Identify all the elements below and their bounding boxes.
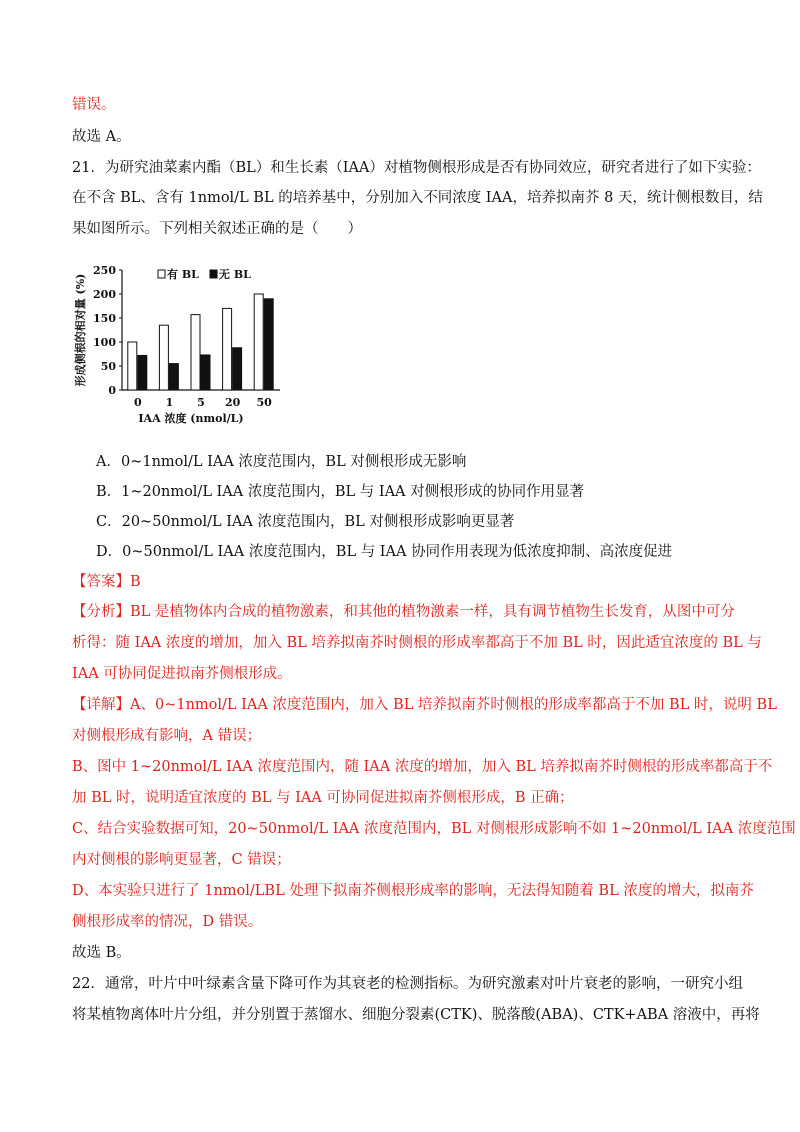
- bar-chart: [70, 258, 290, 438]
- question-21-line-2: 在不含 BL、含有 1nmol/L BL 的培养基中，分别加入不同浓度 IAA，培养拟南芥 8 天，统计侧根数目，结: [72, 190, 763, 206]
- detail-line-4: 加 BL 时，说明适宜浓度的 BL 与 IAA 可协同促进拟南芥侧根形成，B 正确；: [72, 790, 574, 806]
- y-tick-label: 250: [93, 264, 116, 277]
- legend-swatch-without-bl: [210, 270, 217, 278]
- y-tick-label: 200: [93, 288, 116, 301]
- y-tick-label: 50: [100, 360, 116, 373]
- bar-without-bl: [264, 299, 273, 390]
- detail-line-5: C、结合实验数据可知，20~50nmol/L IAA 浓度范围内，BL 对侧根形成影响不如 1~20nmol/L IAA 浓度范围: [72, 821, 796, 837]
- bar-with-bl: [128, 342, 137, 390]
- detail-line-6: 内对侧根的影响更显著，C 错误；: [72, 852, 291, 868]
- bar-without-bl: [169, 364, 178, 390]
- legend-label-without-bl: 无 BL: [219, 268, 251, 281]
- option-c: C．20~50nmol/L IAA 浓度范围内，BL 对侧根形成影响更显著: [96, 514, 515, 530]
- y-tick-label: 100: [93, 336, 116, 349]
- bar-without-bl: [138, 355, 147, 390]
- answer-line: 【答案】B: [72, 574, 141, 590]
- bar-with-bl: [223, 308, 232, 390]
- bar-with-bl: [254, 294, 263, 390]
- detail-line-1: 【详解】A、0~1nmol/L IAA 浓度范围内，加入 BL 培养拟南芥时侧根的形成率都高于不加 BL 时，说明 BL: [72, 697, 777, 713]
- detail-line-8: 侧根形成率的情况，D 错误。: [72, 914, 263, 930]
- bar-without-bl: [233, 348, 242, 390]
- previous-conclusion: 错误。: [72, 97, 116, 113]
- x-tick-label: 1: [165, 396, 174, 409]
- previous-choice: 故选 A。: [72, 129, 131, 145]
- detail-line-2: 对侧根形成有影响，A 错误；: [72, 728, 262, 744]
- detail-line-7: D、本实验只进行了 1nmol/LBL 处理下拟南芥侧根形成率的影响，无法得知随着 BL 浓度的增大，拟南芥: [72, 883, 754, 899]
- final-choice: 故选 B。: [72, 945, 131, 961]
- question-21-line-1: 21．为研究油菜素内酯（BL）和生长素（IAA）对植物侧根形成是否有协同效应，研究者进行了如下实验：: [72, 160, 761, 176]
- bar-without-bl: [201, 355, 210, 390]
- question-22-line-1: 22．通常，叶片中叶绿素含量下降可作为其衰老的检测指标。为研究激素对叶片衰老的影响，一研究小组: [72, 976, 743, 992]
- x-tick-label: 20: [224, 396, 241, 409]
- legend-swatch-with-bl: [158, 270, 165, 278]
- x-tick-label: 0: [133, 396, 142, 409]
- bar-with-bl: [191, 315, 200, 390]
- legend-label-with-bl: 有 BL: [167, 268, 199, 281]
- y-tick-label: 150: [93, 312, 116, 325]
- option-b: B．1~20nmol/L IAA 浓度范围内，BL 与 IAA 对侧根形成的协同作用显著: [96, 484, 585, 500]
- detail-line-3: B、图中 1~20nmol/L IAA 浓度范围内，随 IAA 浓度的增加，加入 BL 培养拟南芥时侧根的形成率都高于不: [72, 759, 773, 775]
- analysis-line-3: IAA 可协同促进拟南芥侧根形成。: [72, 666, 292, 682]
- bar-with-bl: [159, 325, 168, 390]
- analysis-line-2: 析得：随 IAA 浓度的增加，加入 BL 培养拟南芥时侧根的形成率都高于不加 BL 时，因此适宜浓度的 BL 与: [72, 635, 762, 651]
- analysis-line-1: 【分析】BL 是植物体内合成的植物激素，和其他的植物激素一样，具有调节植物生长发育，从图中可分: [72, 604, 735, 620]
- x-tick-label: 5: [197, 396, 205, 409]
- option-a: A．0~1nmol/L IAA 浓度范围内，BL 对侧根形成无影响: [96, 454, 467, 470]
- x-tick-label: 50: [256, 396, 272, 409]
- x-axis-label: IAA 浓度 (nmol/L): [138, 412, 244, 425]
- question-22-line-2: 将某植物离体叶片分组，并分别置于蒸馏水、细胞分裂素(CTK)、脱落酸(ABA)、CTK+ABA 溶液中，再将: [72, 1007, 760, 1023]
- y-axis-label: 形成侧根的相对量 (%): [74, 273, 87, 387]
- y-tick-label: 0: [108, 384, 116, 397]
- question-21-line-3: 果如图所示。下列相关叙述正确的是（ ）: [72, 221, 362, 237]
- option-d: D．0~50nmol/L IAA 浓度范围内，BL 与 IAA 协同作用表现为低浓度抑制、高浓度促进: [96, 544, 673, 560]
